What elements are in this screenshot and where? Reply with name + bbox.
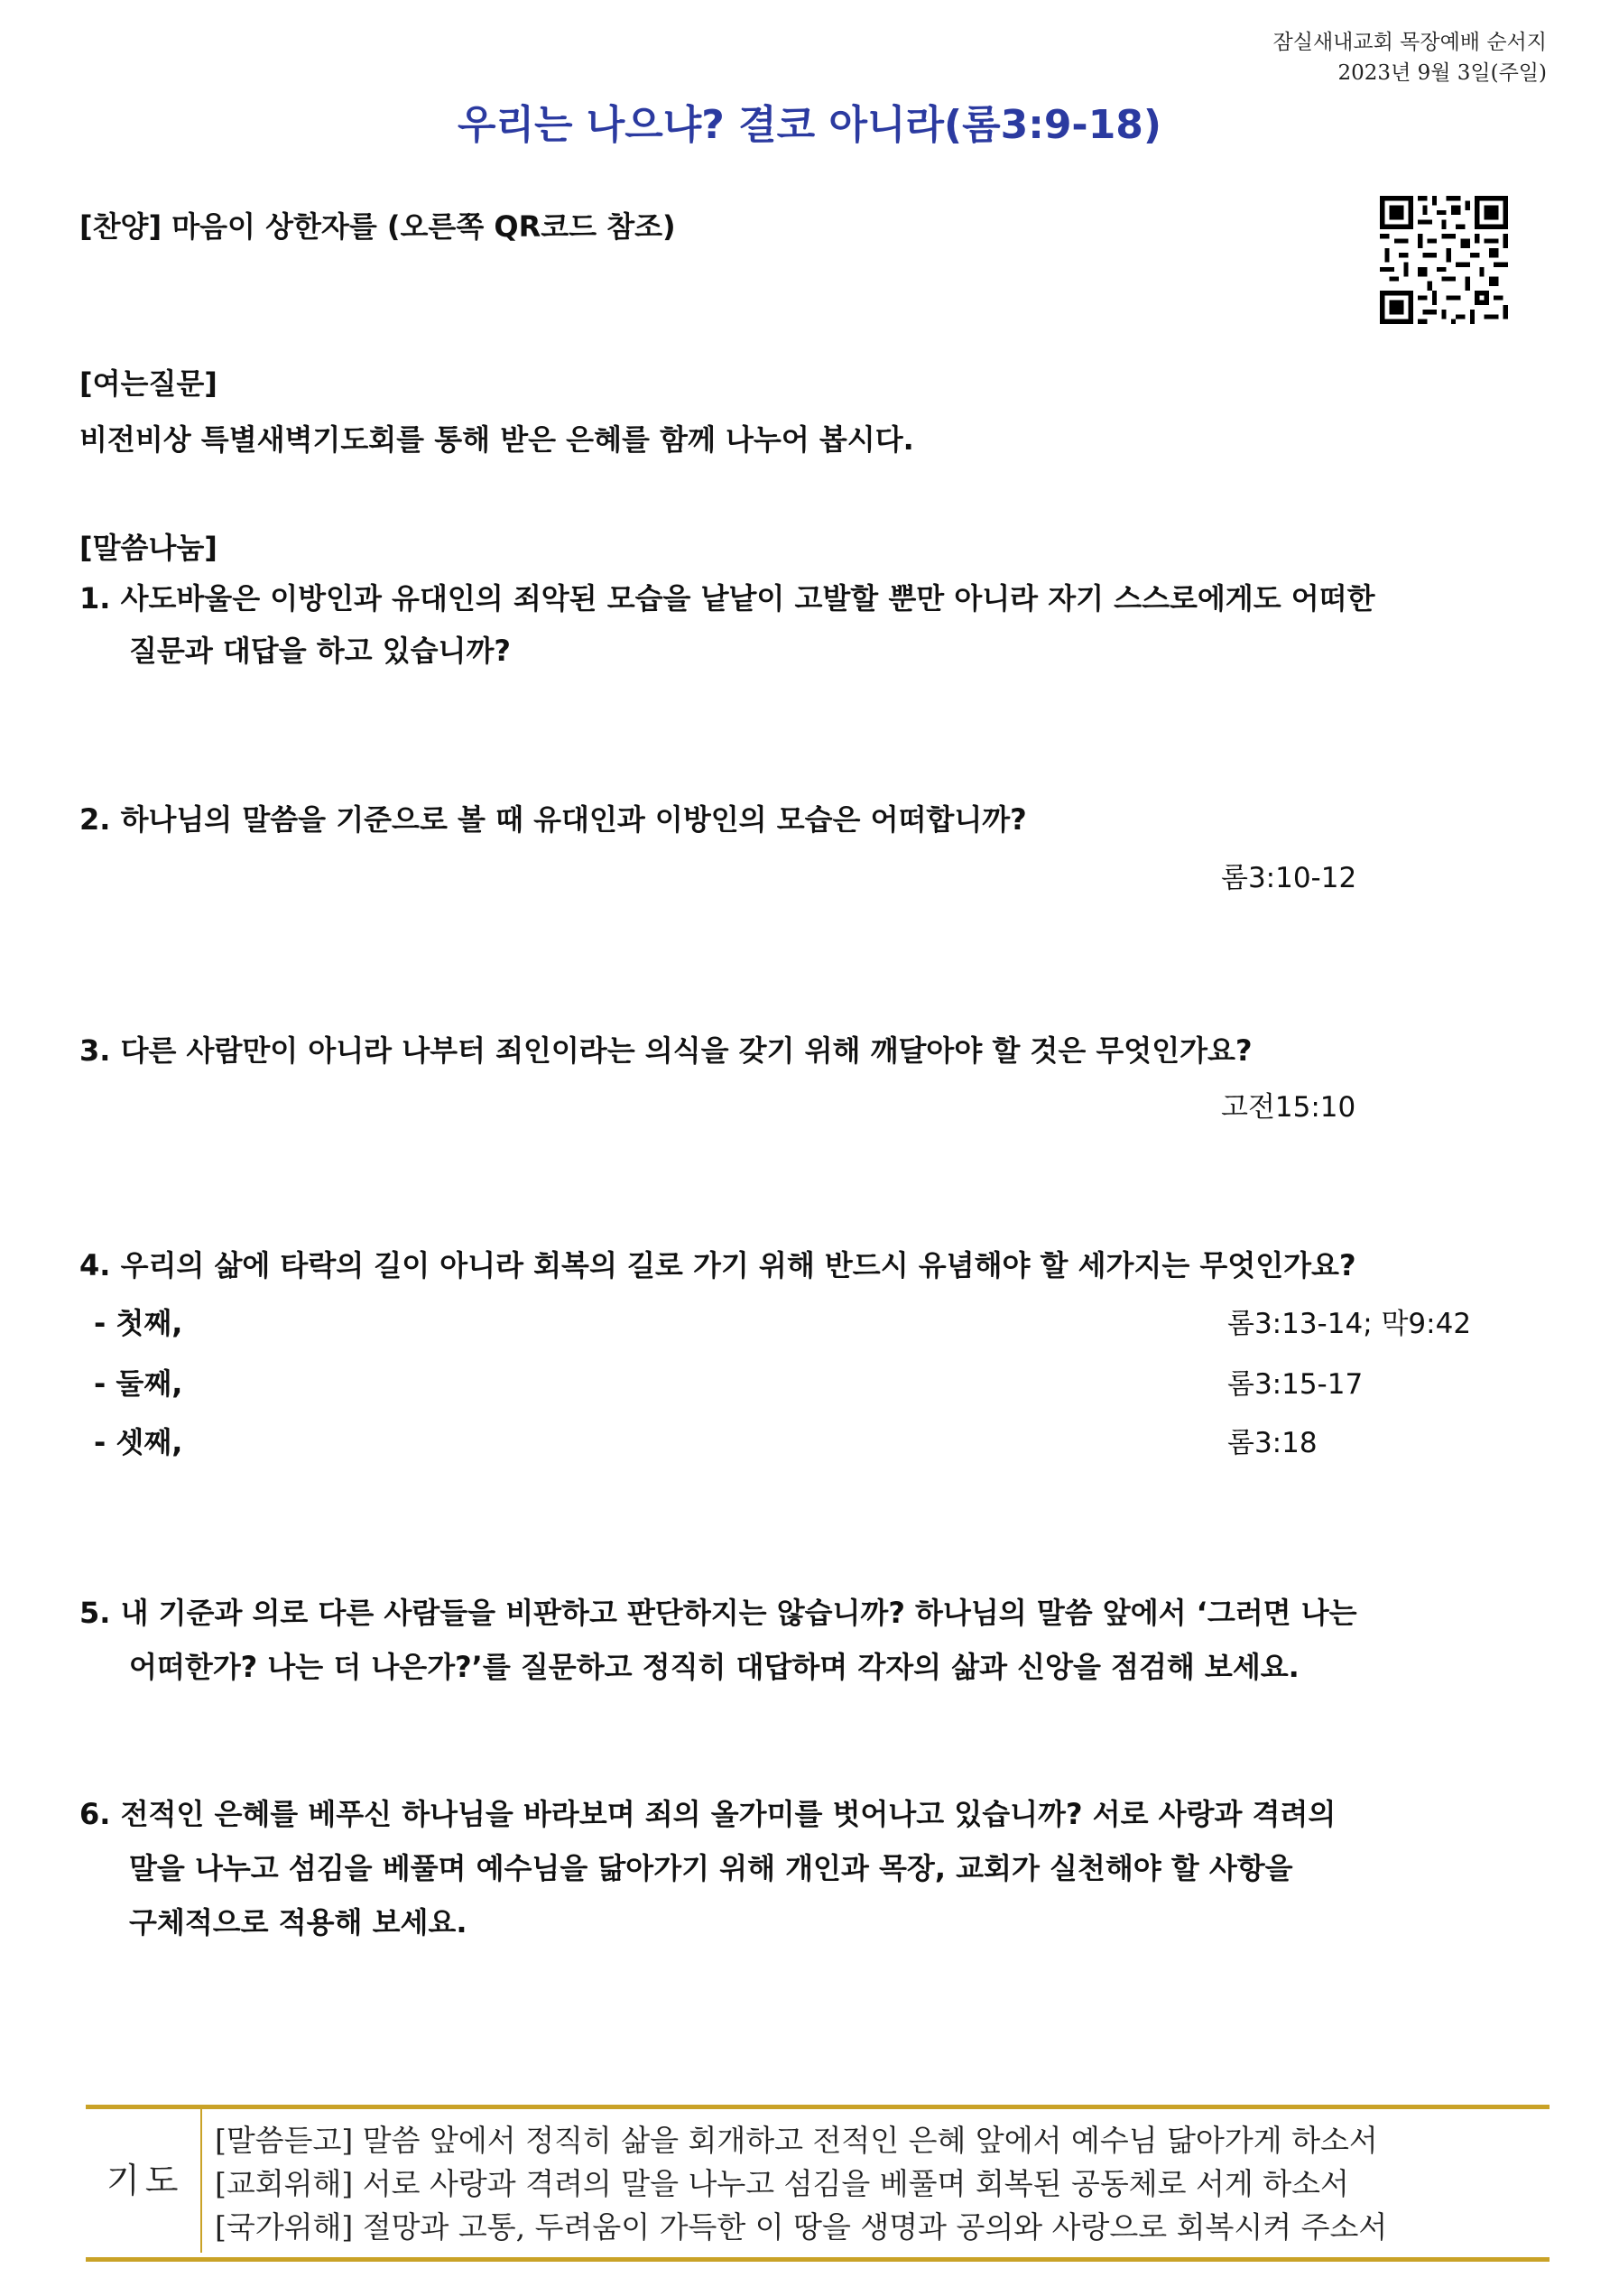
question-6-line-3: 구체적으로 적용해 보세요. (129, 1905, 467, 1940)
question-5-line-1: 5. 내 기준과 의로 다른 사람들을 비판하고 판단하지는 않습니까? 하나님의 말씀 앞에서 ‘그러면 나는 (79, 1596, 1357, 1630)
question-4-item-3-reference: 롬3:18 (1227, 1427, 1318, 1459)
question-2-reference: 롬3:10-12 (1221, 862, 1357, 894)
prayer-line-word: [말씀듣고] 말씀 앞에서 정직히 삶을 회개하고 전적인 은혜 앞에서 예수님 닮아가게 하소서 (215, 2123, 1378, 2158)
page-title: 우리는 나으냐? 결코 아니라(롬3:9-18) (457, 102, 1162, 148)
question-6-line-2: 말을 나누고 섬김을 베풀며 예수님을 닮아가기 위해 개인과 목장, 교회가 실천해야 할 사항을 (129, 1851, 1293, 1885)
prayer-title: 기도 (106, 2161, 184, 2200)
church-name: 잠실새내교회 목장예배 순서지 (1272, 31, 1547, 54)
qr-code-icon[interactable] (1375, 191, 1513, 329)
service-date: 2023년 9월 3일(주일) (1337, 61, 1547, 85)
question-4-item-3-label: - 셋째, (94, 1425, 183, 1459)
question-1-line-2: 질문과 대답을 하고 있습니까? (129, 634, 511, 668)
prayer-line-church: [교회위해] 서로 사랑과 격려의 말을 나누고 섬김을 베풀며 회복된 공동체로 서게 하소서 (215, 2166, 1349, 2201)
question-5-line-2: 어떠한가? 나는 더 나은가?’를 질문하고 정직히 대답하며 각자의 삶과 신앙을 점검해 보세요. (129, 1650, 1300, 1684)
question-1-line-1: 1. 사도바울은 이방인과 유대인의 죄악된 모습을 낱낱이 고발할 뿐만 아니라 자기 스스로에게도 어떠한 (79, 581, 1375, 616)
hymn-line: [찬양] 마음이 상한자를 (오른쪽 QR코드 참조) (79, 209, 676, 244)
question-4-item-1-reference: 롬3:13-14; 막9:42 (1227, 1308, 1472, 1340)
question-6-line-1: 6. 전적인 은혜를 베푸신 하나님을 바라보며 죄의 올가미를 벗어나고 있습니까? 서로 사랑과 격려의 (79, 1797, 1337, 1831)
question-4-item-1-label: - 첫째, (94, 1306, 183, 1340)
question-2: 2. 하나님의 말씀을 기준으로 볼 때 유대인과 이방인의 모습은 어떠합니까? (79, 802, 1027, 837)
question-3-reference: 고전15:10 (1221, 1091, 1356, 1124)
header-meta (1273, 27, 1547, 88)
question-4-item-2-reference: 롬3:15-17 (1227, 1368, 1364, 1401)
opening-label: [여는질문] (79, 366, 217, 401)
prayer-line-nation: [국가위해] 절망과 고통, 두려움이 가득한 이 땅을 생명과 공의와 사랑으로 회복시켜 주소서 (215, 2209, 1388, 2245)
question-3: 3. 다른 사람만이 아니라 나부터 죄인이라는 의식을 갖기 위해 깨달아야 할 것은 무엇인가요? (79, 1033, 1253, 1068)
sharing-label: [말씀나눔] (79, 531, 217, 565)
prayer-divider (200, 2109, 202, 2253)
opening-text: 비전비상 특별새벽기도회를 통해 받은 은혜를 함께 나누어 봅시다. (79, 422, 914, 457)
question-4-item-2-label: - 둘째, (94, 1366, 183, 1401)
question-4: 4. 우리의 삶에 타락의 길이 아니라 회복의 길로 가기 위해 반드시 유념해야 할 세가지는 무엇인가요? (79, 1248, 1356, 1282)
